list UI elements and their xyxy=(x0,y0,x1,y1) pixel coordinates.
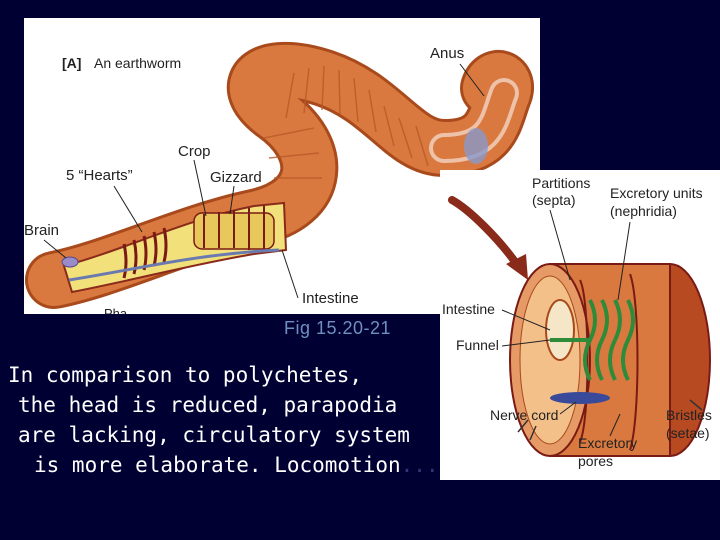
label-anus: Anus xyxy=(430,45,465,62)
panel-tag: [A] xyxy=(62,55,82,71)
label-intestine-b: Intestine xyxy=(442,301,495,317)
nerve-cord-cross xyxy=(550,392,610,404)
label-intestine: Intestine xyxy=(302,290,359,307)
segment-illustration xyxy=(440,170,720,480)
segment-cross-section xyxy=(440,170,720,480)
label-funnel: Funnel xyxy=(456,337,499,353)
label-crop: Crop xyxy=(178,143,211,160)
label-hearts: 5 “Hearts” xyxy=(66,167,133,184)
text-line-1: In comparison to polychetes, xyxy=(8,363,363,387)
label-excretory-pores: Excretory xyxy=(578,435,638,451)
brain xyxy=(62,257,78,267)
label-setae: (setae) xyxy=(666,425,710,441)
slide-body-text xyxy=(8,360,448,480)
text-line-4-main: is more elaborate. Locomotion xyxy=(34,453,401,477)
label-gizzard: Gizzard xyxy=(210,169,262,186)
label-excretory-units: Excretory units xyxy=(610,185,703,201)
label-brain: Brain xyxy=(24,222,60,239)
label-bristles: Bristles xyxy=(666,407,712,423)
label-nephridia: (nephridia) xyxy=(610,203,677,219)
text-line-2: the head is reduced, parapodia xyxy=(18,393,398,417)
text-line-4 xyxy=(8,450,448,480)
label-partitions: Partitions xyxy=(532,175,591,191)
figure-caption: Fig 15.20-21 xyxy=(284,318,392,338)
panel-title: An earthworm xyxy=(94,55,182,71)
label-nerve-cord: Nerve cord xyxy=(490,407,559,423)
clitellum xyxy=(464,128,488,164)
label-pores: pores xyxy=(578,453,614,469)
intestine-cross xyxy=(546,300,574,360)
label-cut-off: Pha xyxy=(104,306,128,314)
text-line-3: are lacking, circulatory system xyxy=(18,423,410,447)
zoom-arrow xyxy=(452,200,518,266)
text-ellipsis: ... xyxy=(400,453,439,477)
label-septa: (septa) xyxy=(532,192,576,208)
